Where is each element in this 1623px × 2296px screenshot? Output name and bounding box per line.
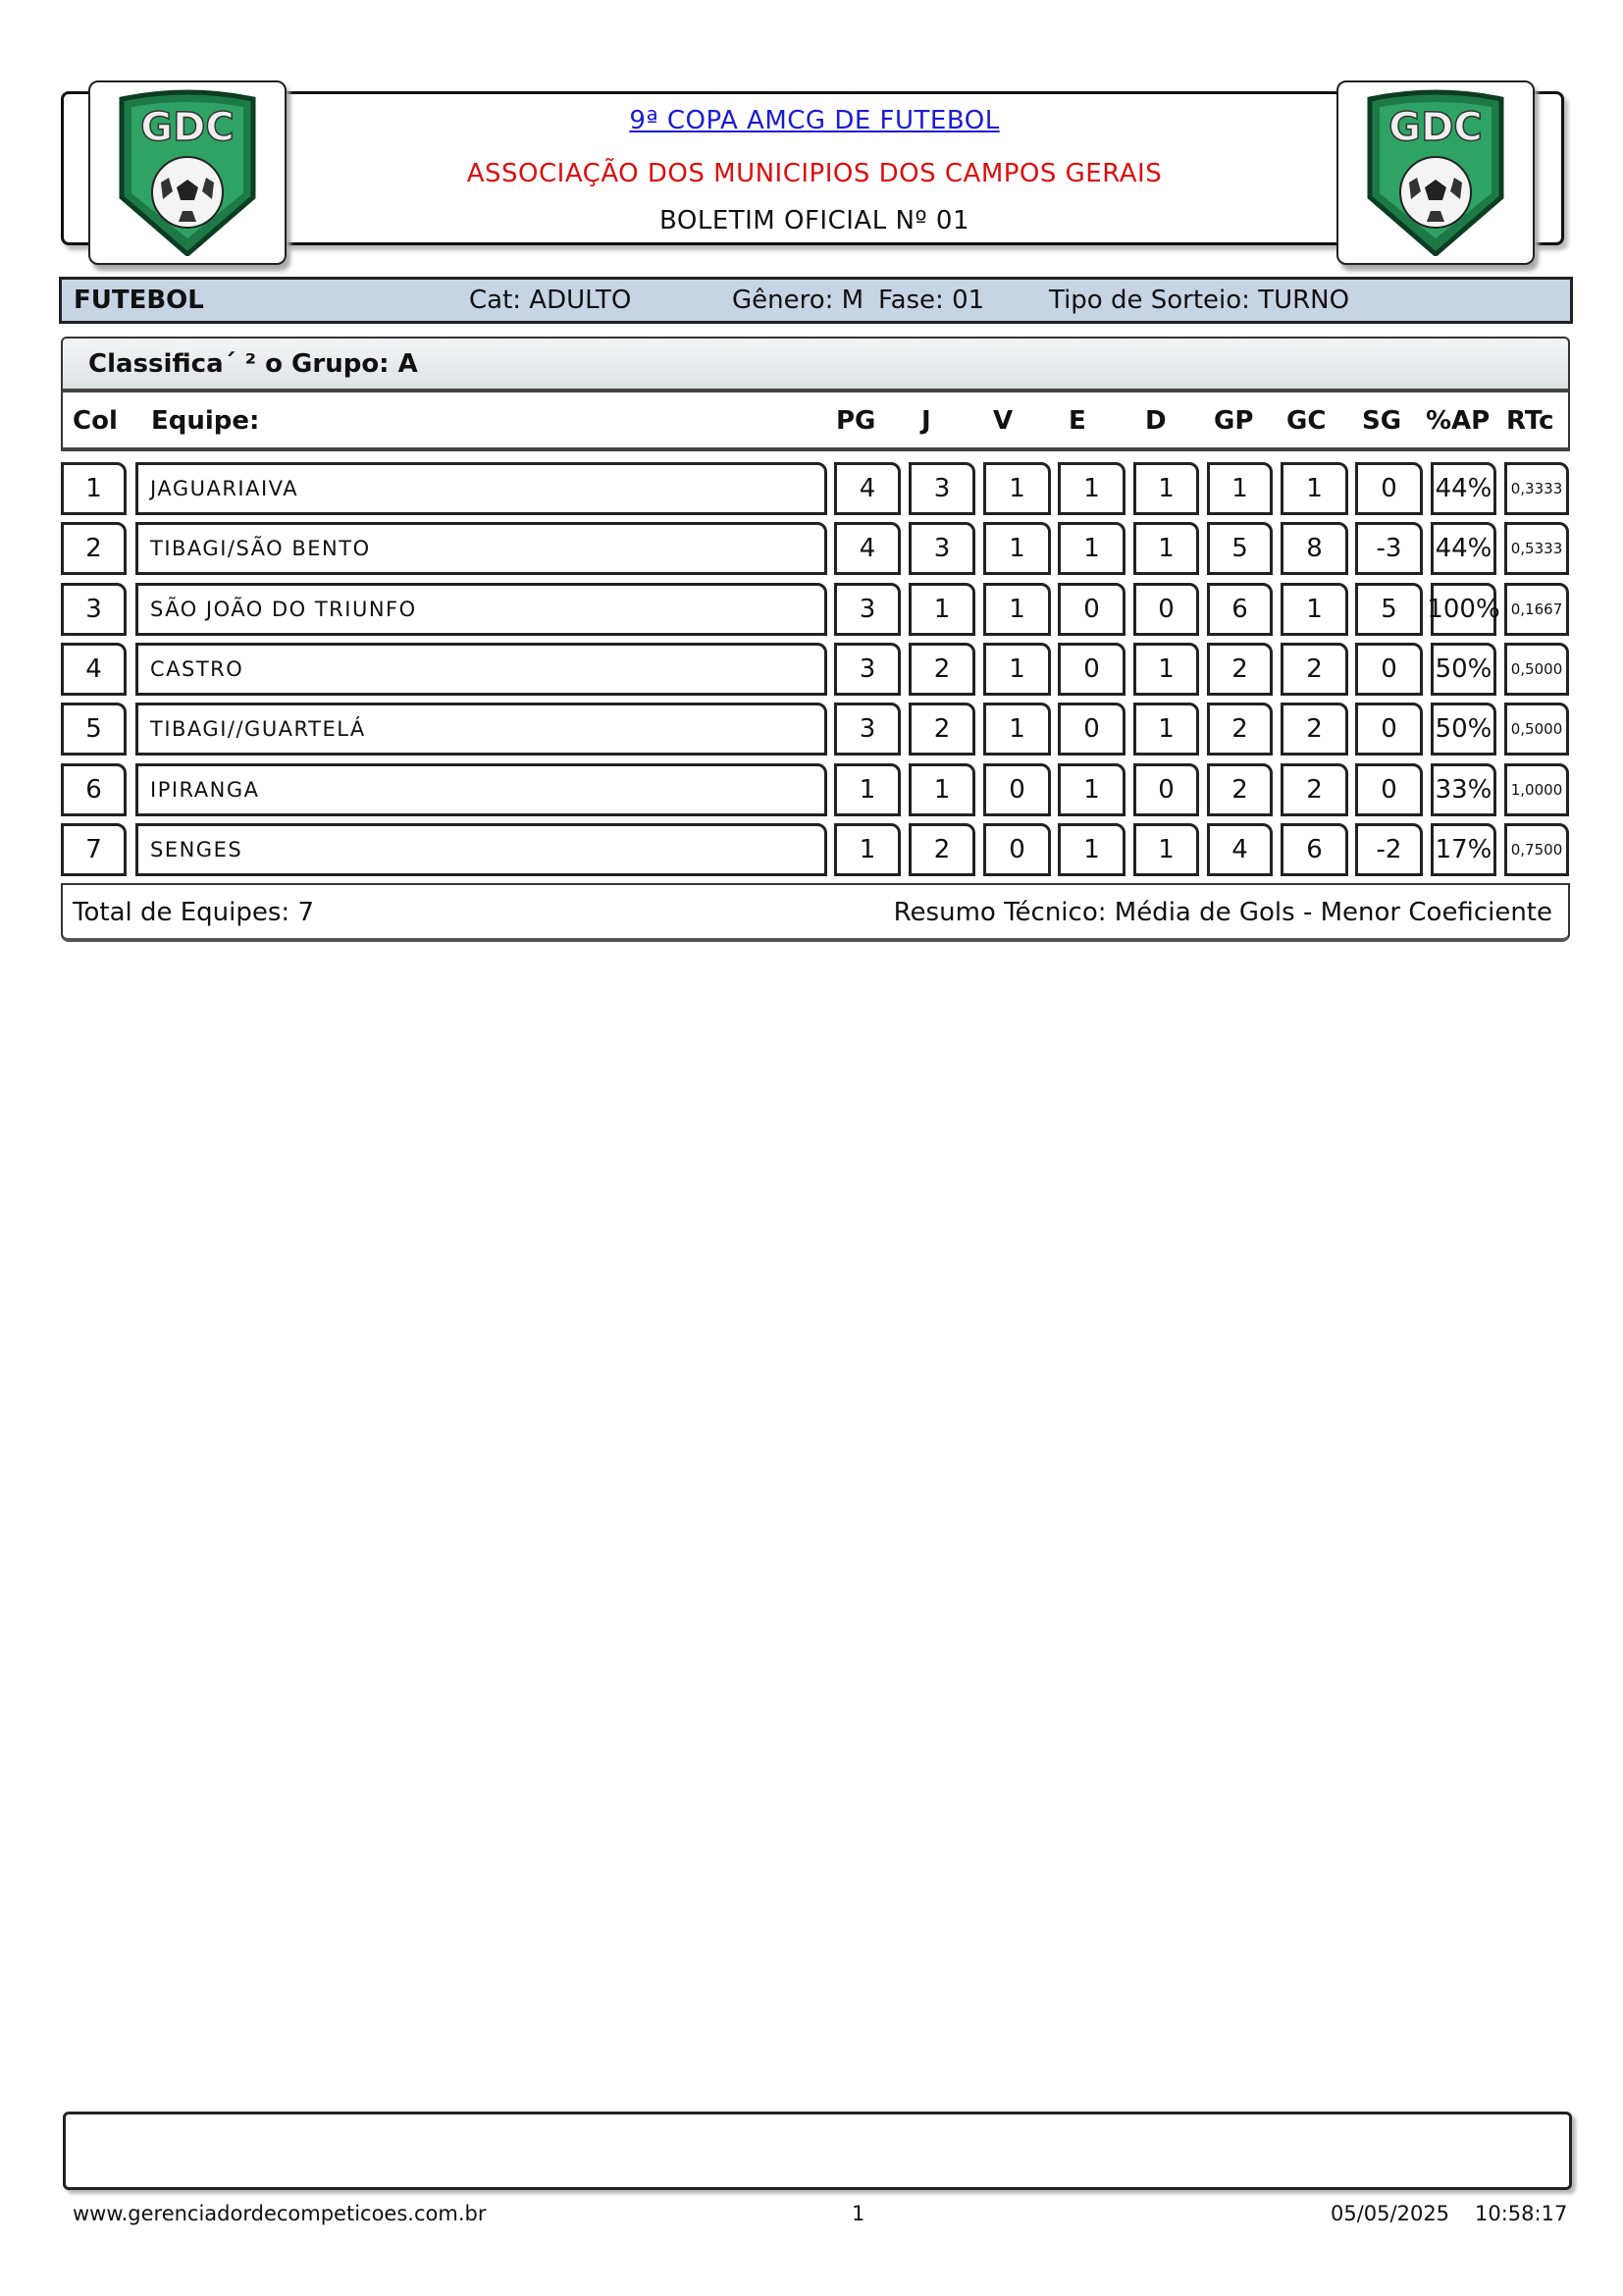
gender: Gênero: M [732,286,864,315]
cell-gc: 2 [1281,703,1348,756]
cell-team: IPIRANGA [135,763,827,816]
cell-e: 1 [1058,462,1126,515]
cell-team: SENGES [135,823,827,876]
cell-pg: 3 [834,643,901,696]
cell-d: 1 [1133,823,1199,876]
header-gp: GP [1214,406,1254,436]
header-pg: PG [836,406,876,436]
cell-gc: 2 [1281,763,1348,816]
cell-gc: 6 [1281,823,1348,876]
cell-gc: 1 [1281,583,1348,636]
header-j: J [921,406,931,436]
header-d: D [1145,406,1167,436]
cell-pg: 1 [834,763,901,816]
cell-v: 1 [983,643,1051,696]
cell-e: 0 [1058,583,1126,636]
bulletin-title: BOLETIM OFICIAL Nº 01 [659,206,969,235]
cell-j: 2 [909,643,975,696]
cell-pg: 1 [834,823,901,876]
cell-col: 4 [61,643,127,696]
cell-d: 0 [1133,583,1199,636]
cell-ap: 44% [1431,522,1496,575]
cell-col: 1 [61,462,127,515]
logo-left [88,80,287,265]
competition-title-link[interactable]: 9ª COPA AMCG DE FUTEBOL [629,106,1000,135]
cell-d: 1 [1133,522,1199,575]
logo-right [1336,80,1535,265]
cell-col: 2 [61,522,127,575]
group-title: Classifica´ ² o Grupo: A [61,337,1570,392]
cell-v: 1 [983,703,1051,756]
cell-gp: 5 [1207,522,1273,575]
cell-col: 3 [61,583,127,636]
cell-gc: 2 [1281,643,1348,696]
svg-text:GDC: GDC [1388,105,1483,150]
category: Cat: ADULTO [469,286,632,315]
cell-e: 1 [1058,823,1126,876]
cell-e: 1 [1058,763,1126,816]
cell-rtc: 0,5333 [1504,522,1569,575]
footer-time: 10:58:17 [1475,2202,1568,2225]
cell-team: TIBAGI/SÃO BENTO [135,522,827,575]
cell-sg: 0 [1355,462,1423,515]
cell-team: SÃO JOÃO DO TRIUNFO [135,583,827,636]
cell-col: 6 [61,763,127,816]
cell-pg: 4 [834,522,901,575]
cell-rtc: 0,5000 [1504,643,1569,696]
header-team: Equipe: [151,406,260,436]
cell-gp: 2 [1207,643,1273,696]
cell-gp: 2 [1207,763,1273,816]
cell-rtc: 0,5000 [1504,703,1569,756]
cell-j: 1 [909,763,975,816]
footer-box [63,2112,1572,2190]
cell-sg: -3 [1355,522,1423,575]
cell-ap: 44% [1431,462,1496,515]
cell-ap: 50% [1431,643,1496,696]
cell-pg: 3 [834,703,901,756]
cell-team: CASTRO [135,643,827,696]
cell-j: 2 [909,823,975,876]
cell-e: 0 [1058,643,1126,696]
cell-ap: 100% [1431,583,1496,636]
cell-rtc: 0,3333 [1504,462,1569,515]
cell-j: 3 [909,522,975,575]
cell-d: 0 [1133,763,1199,816]
cell-sg: 0 [1355,763,1423,816]
cell-rtc: 1,0000 [1504,763,1569,816]
cell-ap: 33% [1431,763,1496,816]
footer-date: 05/05/2025 [1331,2202,1450,2225]
header-v: V [993,406,1014,436]
gdc-shield-icon [114,89,261,256]
cell-pg: 4 [834,462,901,515]
cell-rtc: 0,7500 [1504,823,1569,876]
cell-e: 1 [1058,522,1126,575]
cell-sg: 0 [1355,703,1423,756]
cell-rtc: 0,1667 [1504,583,1569,636]
header-gc: GC [1286,406,1327,436]
cell-col: 7 [61,823,127,876]
info-bar [59,277,1573,324]
page-number: 1 [852,2202,865,2225]
sport: FUTEBOL [74,286,204,315]
cell-gc: 8 [1281,522,1348,575]
draw-type: Tipo de Sorteio: TURNO [1049,286,1350,315]
cell-gp: 4 [1207,823,1273,876]
total-teams: Total de Equipes: 7 [73,898,314,927]
organization-name: ASSOCIAÇÃO DOS MUNICIPIOS DOS CAMPOS GERAIS [466,159,1163,188]
cell-sg: 5 [1355,583,1423,636]
cell-team: TIBAGI//GUARTELÁ [135,703,827,756]
cell-j: 3 [909,462,975,515]
footer-website: www.gerenciadordecompeticoes.com.br [73,2202,487,2225]
phase: Fase: 01 [878,286,985,315]
cell-v: 1 [983,583,1051,636]
gdc-shield-icon [1362,89,1509,256]
cell-v: 0 [983,823,1051,876]
header-rtc: RTc [1506,406,1554,436]
cell-v: 1 [983,522,1051,575]
table-header [61,392,1570,451]
svg-text:GDC: GDC [140,105,235,150]
cell-sg: 0 [1355,643,1423,696]
cell-e: 0 [1058,703,1126,756]
cell-d: 1 [1133,462,1199,515]
header-sg: SG [1362,406,1402,436]
cell-ap: 17% [1431,823,1496,876]
cell-gp: 2 [1207,703,1273,756]
cell-col: 5 [61,703,127,756]
cell-d: 1 [1133,703,1199,756]
header-col: Col [73,406,118,436]
cell-gp: 6 [1207,583,1273,636]
cell-pg: 3 [834,583,901,636]
cell-v: 0 [983,763,1051,816]
header-e: E [1069,406,1086,436]
cell-v: 1 [983,462,1051,515]
cell-j: 2 [909,703,975,756]
cell-d: 1 [1133,643,1199,696]
technical-summary: Resumo Técnico: Média de Gols - Menor Coeficiente [893,898,1552,927]
cell-j: 1 [909,583,975,636]
cell-gc: 1 [1281,462,1348,515]
summary-bar [61,883,1570,942]
cell-team: JAGUARIAIVA [135,462,827,515]
cell-sg: -2 [1355,823,1423,876]
cell-ap: 50% [1431,703,1496,756]
cell-gp: 1 [1207,462,1273,515]
header-ap: %AP [1426,406,1491,436]
